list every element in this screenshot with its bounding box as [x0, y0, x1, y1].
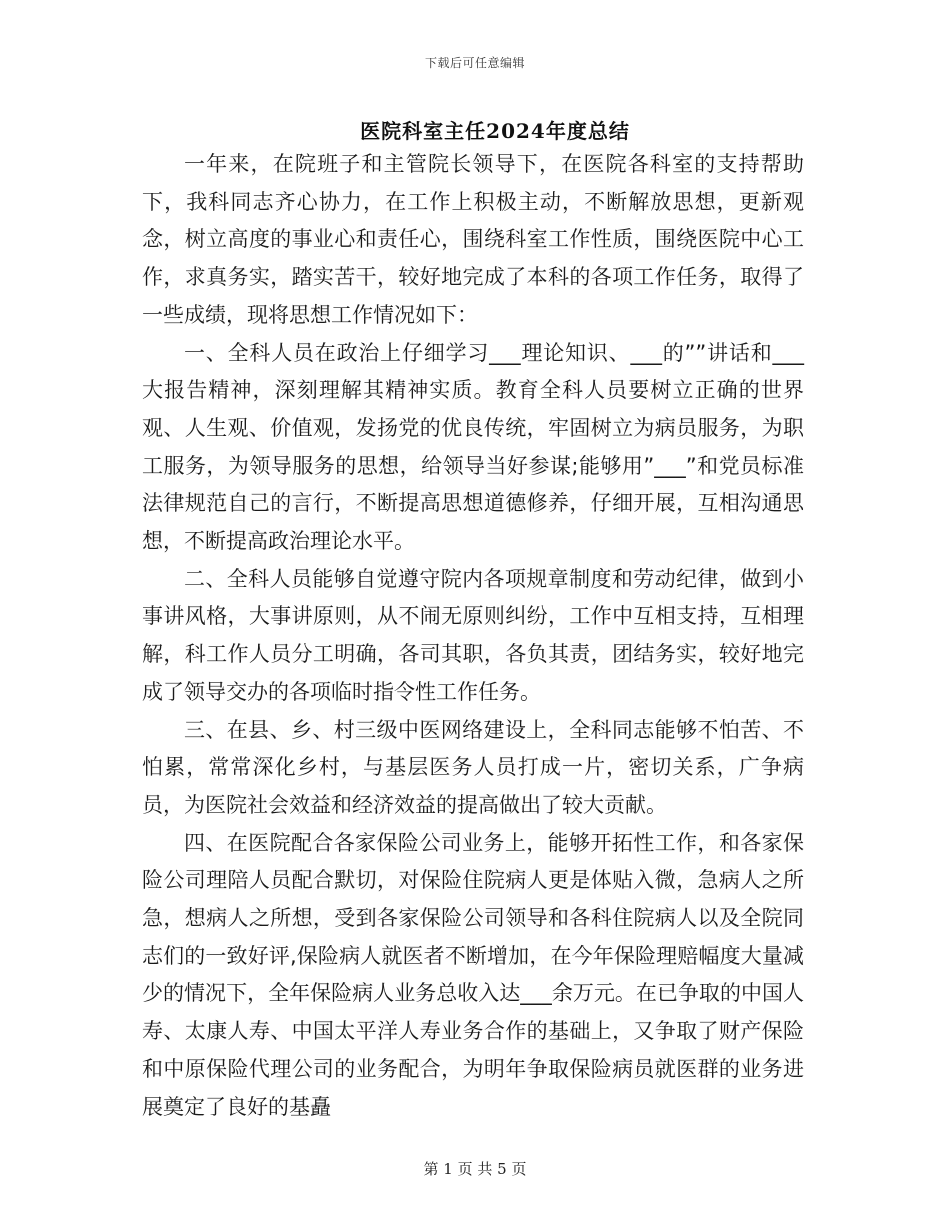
section-two-paragraph: 二、全科人员能够自觉遵守院内各项规章制度和劳动纪律，做到小事讲风格，大事讲原则，从不闹无原则纠纷，工作中互相支持，互相理解，科工作人员分工明确，各司其职，各负其责，团结务实，较好地完成了领导交办的各项临时指令性工作任务。: [142, 566, 804, 704]
section-four-paragraph: 四、在医院配合各家保险公司业务上，能够开拓性工作，和各家保险公司理陪人员配合默切，对保险住院病人更是体贴入微，急病人之所急，想病人之所想，受到各家保险公司领导和各科住院病人以及全院同志们的一致好评,保险病人就医者不断增加，在今年保险理赔幅度大量减少的情况下，全年保险病人业务总收入达___余万元。在已争取的中国人寿、太康人寿、中国太平洋人寿业务合作的基础上，又争取了财产保险和中原保险代理公司的业务配合，为明年争取保险病员就医群的业务进展奠定了良好的基矗: [142, 830, 804, 1119]
page-number: 第 1 页 共 5 页: [423, 1160, 527, 1178]
document-title: 医院科室主任2024年度总结: [360, 119, 630, 143]
header-note: 下载后可任意编辑: [424, 56, 525, 70]
section-one-paragraph: 一、全科人员在政治上仔细学习___理论知识、___的””讲话和___大报告精神，深刻理解其精神实质。教育全科人员要树立正确的世界观、人生观、价值观，发扬党的优良传统，牢固树立为病员服务，为职工服务，为领导服务的思想，给领导当好参谋;能够用”___”和党员标准法律规范自己的言行，不断提高思想道德修养，仔细开展，互相沟通思想，不断提高政治理论水平。: [142, 340, 804, 554]
section-three-paragraph: 三、在县、乡、村三级中医网络建设上，全科同志能够不怕苦、不怕累，常常深化乡村，与基层医务人员打成一片，密切关系，广争病员，为医院社会效益和经济效益的提高做出了较大贡献。: [142, 717, 804, 817]
document-body: [142, 146, 804, 1126]
intro-paragraph: 一年来，在院班子和主管院长领导下，在医院各科室的支持帮助下，我科同志齐心协力，在工作上积极主动，不断解放思想，更新观念，树立高度的事业心和责任心，围绕科室工作性质，围绕医院中心工作，求真务实，踏实苦干，较好地完成了本科的各项工作任务，取得了一些成绩，现将思想工作情况如下：: [142, 152, 804, 327]
